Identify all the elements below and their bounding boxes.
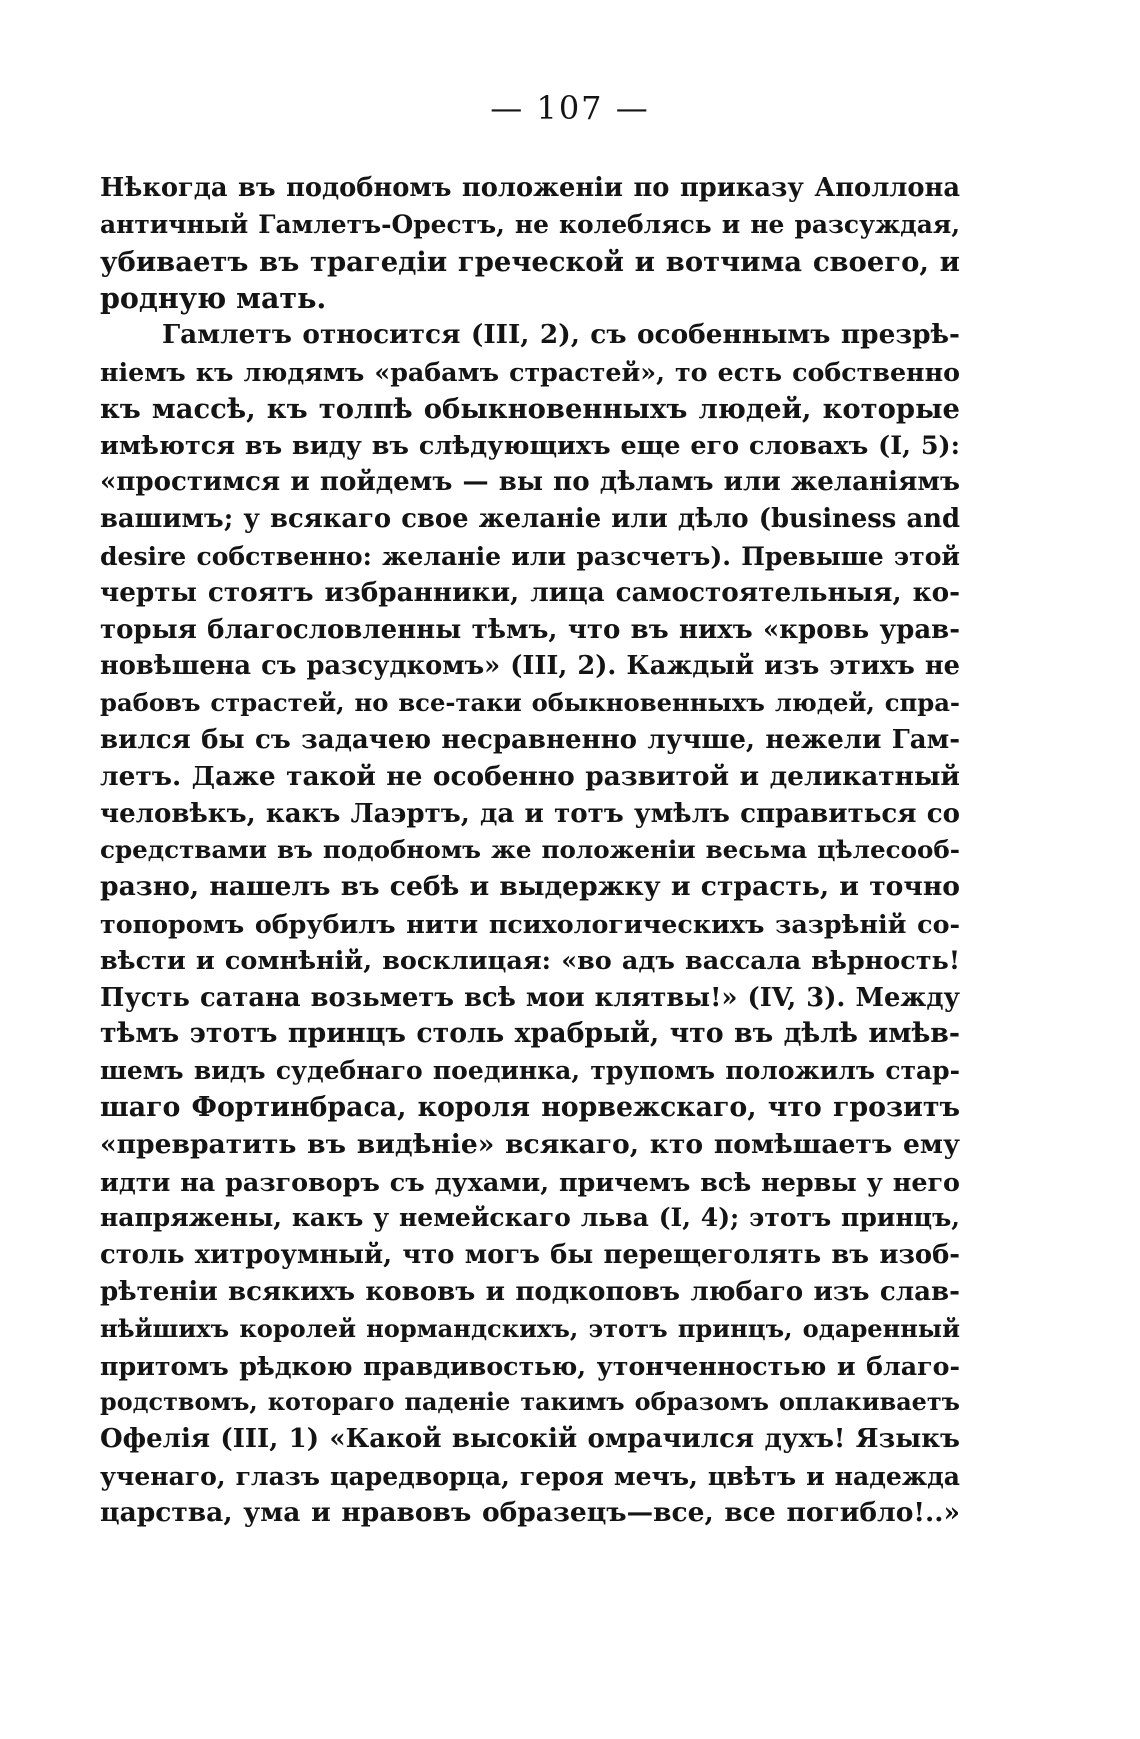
- text-line: средствами въ подобномъ же положенiи весьма цѣлесооб-: [100, 835, 960, 865]
- text-line: человѣкъ, какъ Лаэртъ, да и тотъ умѣлъ справиться со: [100, 798, 960, 829]
- text-line: топоромъ обрубилъ нити психологическихъ зазрѣнiй со-: [100, 908, 960, 939]
- text-line: «простимся и пойдемъ — вы по дѣламъ или желанiямъ: [100, 467, 960, 498]
- text-line: шаго Фортинбраса, короля норвежскаго, что грозитъ: [100, 1091, 960, 1123]
- text-line: «превратить въ видѣнiе» всякаго, кто помѣшаетъ ему: [100, 1128, 960, 1160]
- text-line: идти на разговоръ съ духами, причемъ всѣ нервы у него: [100, 1166, 960, 1197]
- text-line: Офелiя (III, 1) «Какой высокiй омрачился духъ! Языкъ: [100, 1424, 960, 1455]
- text-line: тѣмъ этотъ принцъ столь храбрый, что въ дѣлѣ имѣв-: [100, 1018, 960, 1050]
- text-line: торыя благословленны тѣмъ, что въ нихъ «кровь урав-: [100, 614, 960, 645]
- text-line: ученаго, глазъ царедворца, героя мечъ, цвѣтъ и надежда: [100, 1460, 960, 1491]
- text-line: родствомъ, котораго паденiе такимъ образомъ оплакиваетъ: [100, 1388, 960, 1417]
- body-text: [100, 170, 960, 1531]
- text-line: столь хитроумный, что могъ бы перещеголять въ изоб-: [100, 1240, 960, 1271]
- text-line: шемъ видъ судебнаго поединка, трупомъ положилъ стар-: [100, 1056, 960, 1086]
- text-line: родную мать.: [100, 281, 327, 316]
- text-line: царства, ума и нравовъ образецъ—все, все погибло!..»: [100, 1496, 960, 1528]
- text-line: вѣсти и сомнѣнiй, восклицая: «во адъ вассала вѣрность!: [100, 945, 960, 976]
- text-line: черты стоятъ избранники, лица самостоятельныя, ко-: [100, 576, 960, 608]
- text-line: напряжены, какъ у немейскаго льва (I, 4); этотъ принцъ,: [100, 1203, 960, 1233]
- page-number: — 107 —: [490, 89, 650, 127]
- text-line: нѣйшихъ королей нормандскихъ, этотъ принцъ, одаренный: [100, 1313, 960, 1343]
- text-line: къ массѣ, къ толпѣ обыкновенныхъ людей, которые: [100, 392, 960, 425]
- text-line: вился бы съ задачею несравненно лучше, нежели Гам-: [100, 724, 960, 755]
- text-line: имѣются въ виду въ слѣдующихъ еще его словахъ (I, 5):: [100, 430, 960, 461]
- text-line: нiемъ къ людямъ «рабамъ страстей», то есть собственно: [100, 356, 960, 387]
- text-line: Пусть сатана возьметъ всѣ мои клятвы!» (IV, 3). Между: [100, 982, 960, 1013]
- text-line: убиваетъ въ трагедiи греческой и вотчима своего, и: [100, 245, 960, 278]
- text-line: разно, нашелъ въ себѣ и выдержку и страсть, и точно: [100, 871, 960, 903]
- text-line: античный Гамлетъ-Орестъ, не колеблясь и не разсуждая,: [100, 209, 960, 239]
- text-line: Гамлетъ относится (III, 2), съ особеннымъ презрѣ-: [162, 319, 960, 351]
- text-line: летъ. Даже такой не особенно развитой и деликатный: [100, 760, 960, 792]
- text-line: рѣтенiи всякихъ кововъ и подкоповъ любаго изъ слав-: [100, 1276, 960, 1307]
- text-line: притомъ рѣдкою правдивостью, утонченностью и благо-: [100, 1350, 960, 1381]
- text-line: Нѣкогда въ подобномъ положенiи по приказу Аполлона: [100, 173, 960, 203]
- text-line: desire собственно: желанiе или разсчетъ). Превыше этой: [100, 540, 960, 571]
- text-line: новѣшена съ разсудкомъ» (III, 2). Каждый изъ этихъ не: [100, 651, 960, 682]
- text-line: вашимъ; у всякаго свое желанiе или дѣло (business and: [100, 504, 960, 535]
- text-line: рабовъ страстей, но все-таки обыкновенныхъ людей, спра-: [100, 688, 960, 718]
